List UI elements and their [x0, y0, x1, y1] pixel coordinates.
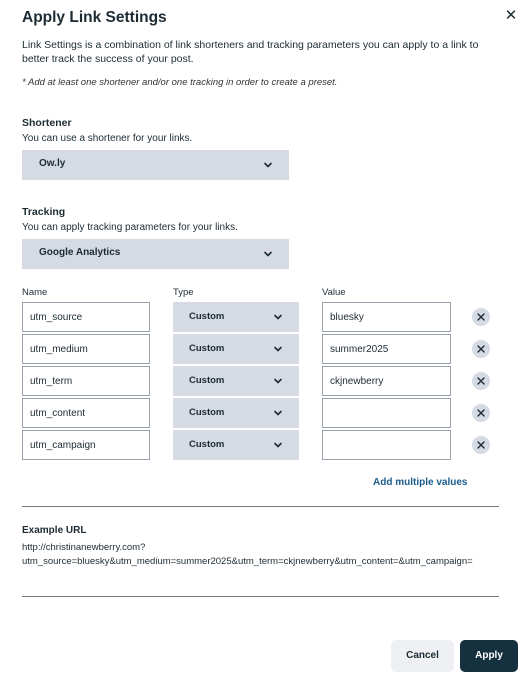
- param-type-select[interactable]: [173, 430, 299, 460]
- preset-note: * Add at least one shortener and/or one tracking in order to create a preset.: [22, 77, 338, 88]
- param-value-input[interactable]: [322, 366, 451, 396]
- column-header-name: Name: [22, 287, 48, 298]
- close-icon: [476, 408, 486, 418]
- tracking-help: You can apply tracking parameters for your links.: [22, 222, 238, 233]
- chevron-down-icon: [273, 376, 283, 386]
- param-value-input[interactable]: [322, 398, 451, 428]
- chevron-down-icon: [273, 440, 283, 450]
- chevron-down-icon: [263, 160, 273, 170]
- divider: [22, 506, 499, 507]
- column-header-value: Value: [322, 287, 346, 298]
- chevron-down-icon: [263, 249, 273, 259]
- param-type-value: Custom: [189, 407, 225, 418]
- close-icon: [476, 440, 486, 450]
- param-name-input[interactable]: [22, 398, 150, 428]
- chevron-down-icon: [273, 344, 283, 354]
- close-icon: [476, 312, 486, 322]
- param-name-input[interactable]: [22, 430, 150, 460]
- example-url-label: Example URL: [22, 525, 87, 536]
- param-value-input[interactable]: [322, 430, 451, 460]
- remove-param-button[interactable]: [472, 308, 490, 326]
- chevron-down-icon: [273, 312, 283, 322]
- shortener-help: You can use a shortener for your links.: [22, 133, 193, 144]
- param-name-input[interactable]: [22, 366, 150, 396]
- remove-param-button[interactable]: [472, 436, 490, 454]
- param-value-input[interactable]: [322, 334, 451, 364]
- shortener-label: Shortener: [22, 117, 72, 129]
- column-header-type: Type: [173, 287, 194, 298]
- param-type-value: Custom: [189, 375, 225, 386]
- example-url-text: http://christinanewberry.com? utm_source=bluesky&utm_medium=summer2025&utm_term=ckjnewberry&utm_content=&utm_campaign=: [22, 542, 473, 567]
- param-type-value: Custom: [189, 439, 225, 450]
- param-name-input[interactable]: [22, 302, 150, 332]
- remove-param-button[interactable]: [472, 340, 490, 358]
- param-type-value: Custom: [189, 311, 225, 322]
- remove-param-button[interactable]: [472, 404, 490, 422]
- tracking-select[interactable]: [22, 239, 289, 269]
- param-type-select[interactable]: [173, 302, 299, 332]
- dialog-title: Apply Link Settings: [22, 9, 167, 26]
- param-value-input[interactable]: [322, 302, 451, 332]
- shortener-value: Ow.ly: [39, 158, 66, 169]
- param-type-select[interactable]: [173, 366, 299, 396]
- remove-param-button[interactable]: [472, 372, 490, 390]
- param-type-select[interactable]: [173, 334, 299, 364]
- param-name-input[interactable]: [22, 334, 150, 364]
- chevron-down-icon: [273, 408, 283, 418]
- param-type-select[interactable]: [173, 398, 299, 428]
- divider: [22, 596, 499, 597]
- cancel-button[interactable]: Cancel: [391, 640, 454, 672]
- param-type-value: Custom: [189, 343, 225, 354]
- shortener-select[interactable]: [22, 150, 289, 180]
- intro-text: Link Settings is a combination of link shorteners and tracking parameters you can apply to a link to better track the success of your post.: [22, 39, 479, 65]
- close-icon[interactable]: ✕: [504, 7, 518, 24]
- add-multiple-values-link[interactable]: Add multiple values: [373, 477, 468, 488]
- close-icon: [476, 344, 486, 354]
- apply-button[interactable]: Apply: [460, 640, 518, 672]
- close-icon: [476, 376, 486, 386]
- tracking-label: Tracking: [22, 206, 66, 218]
- tracking-value: Google Analytics: [39, 247, 121, 258]
